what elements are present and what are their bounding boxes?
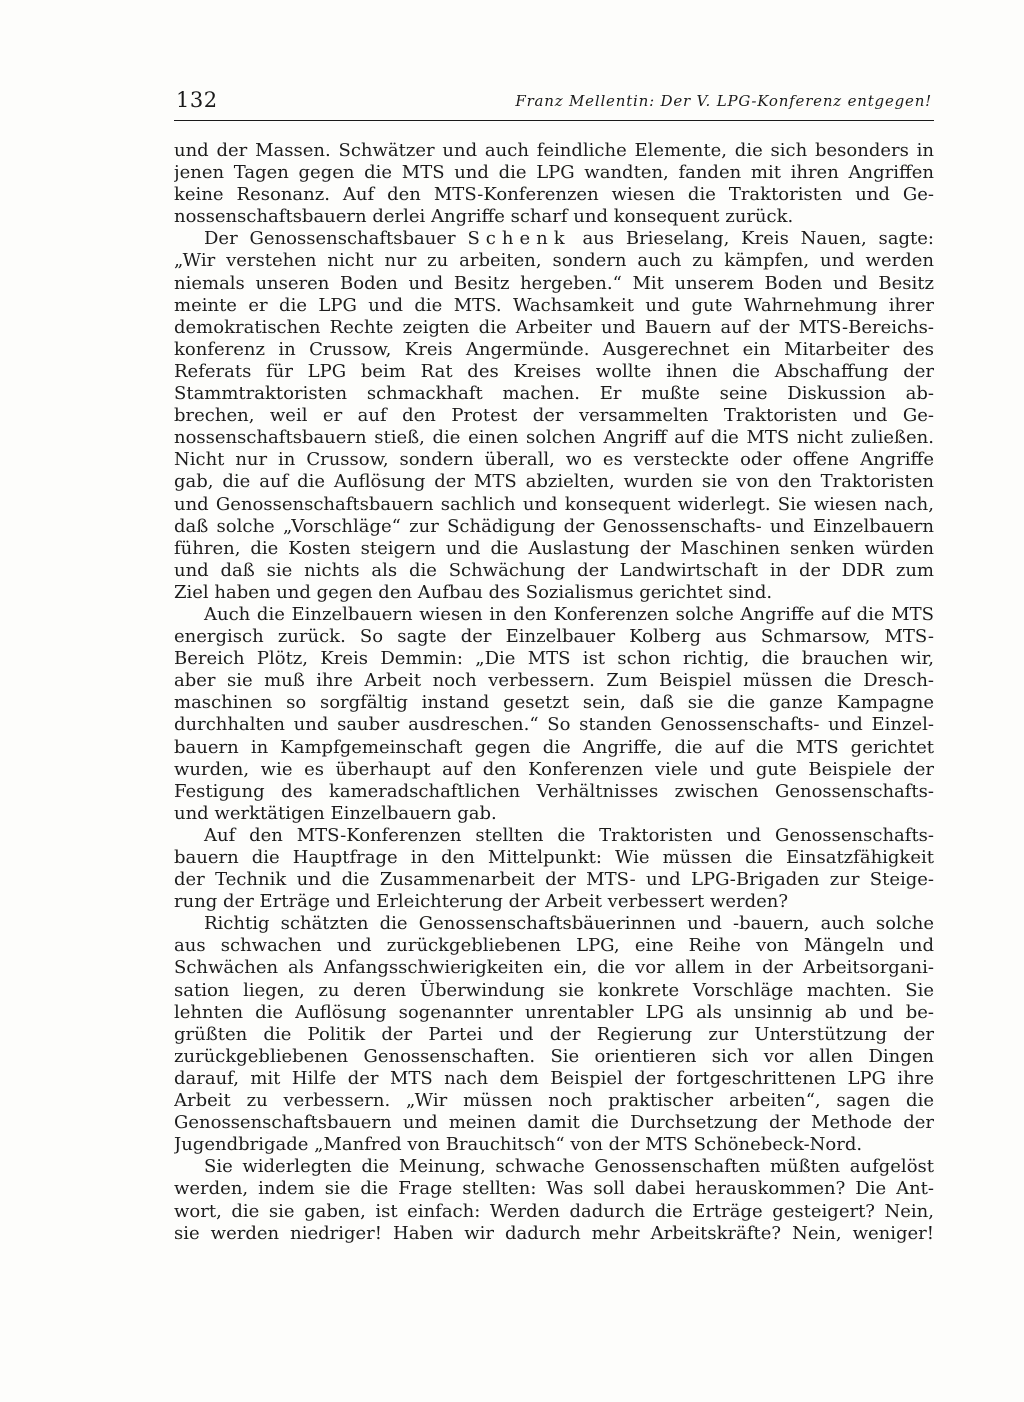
text-line: und der Massen. Schwätzer und auch feindliche Elemente, die sich besonders in bbox=[174, 140, 934, 161]
text-line: Richtig schätzten die Genossenschaftsbäuerinnen und -bauern, auch solche bbox=[204, 913, 934, 935]
text-line: Der Genossenschaftsbauer Schenk aus Brieselang, Kreis Nauen, sagte: bbox=[204, 228, 934, 250]
text-line: Auch die Einzelbauern wiesen in den Konferenzen solche Angriffe auf die MTS bbox=[204, 603, 934, 625]
text-line: gab, die auf die Auflösung der MTS abzielten, wurden sie von den Traktoristen bbox=[174, 471, 934, 493]
text-line: der Technik und die Zusammenarbeit der MTS- und LPG-Brigaden zur Steige- bbox=[174, 869, 934, 891]
text-line: Sie widerlegten die Meinung, schwache Genossenschaften müßten aufgelöst bbox=[204, 1156, 934, 1178]
text-line: energisch zurück. So sagte der Einzelbauer Kolberg aus Schmarsow, MTS- bbox=[174, 626, 934, 648]
text-line: Stammtraktoristen schmackhaft machen. Er mußte seine Diskussion ab- bbox=[174, 383, 934, 405]
text-line: Referats für LPG beim Rat des Kreises wollte ihnen die Abschaffung der bbox=[174, 360, 934, 382]
text-line: nossenschaftsbauern derlei Angriffe scharf und konsequent zurück. bbox=[174, 206, 794, 228]
text-line: Nicht nur in Crussow, sondern überall, wo es versteckte oder offene Angriffe bbox=[174, 449, 934, 471]
text-line: wurden, wie es überhaupt auf den Konferenzen viele und gute Beispiele der bbox=[174, 758, 934, 780]
text-line: Festigung des kameradschaftlichen Verhältnisses zwischen Genossenschafts- bbox=[174, 780, 934, 802]
text-line: führen, die Kosten steigern und die Auslastung der Maschinen senken würden bbox=[174, 537, 934, 559]
text-line: zurückgebliebenen Genossenschaften. Sie orientieren sich vor allen Dingen bbox=[174, 1045, 934, 1067]
text-line: aber sie muß ihre Arbeit noch verbessern. Zum Beispiel müssen die Dresch- bbox=[174, 670, 934, 692]
text-line: und daß sie nichts als die Schwächung der Landwirtschaft in der DDR zum bbox=[174, 559, 934, 581]
text-line: werden, indem sie die Frage stellten: Was soll dabei herauskommen? Die Ant- bbox=[174, 1178, 934, 1200]
text-line: niemals unseren Boden und Besitz hergeben.“ Mit unserem Boden und Besitz bbox=[174, 272, 934, 294]
page-header bbox=[174, 86, 934, 120]
text-line: wort, die sie gaben, ist einfach: Werden dadurch die Erträge gesteigert? Nein, bbox=[174, 1200, 934, 1222]
text-line: Schwächen als Anfangsschwierigkeiten ein, die vor allem in der Arbeitsorgani- bbox=[174, 957, 934, 979]
text-line: grüßten die Politik der Partei und der Regierung zur Unterstützung der bbox=[174, 1023, 934, 1045]
text-line: daß solche „Vorschläge“ zur Schädigung der Genossenschafts- und Einzelbauern bbox=[174, 515, 934, 537]
text-line: durchhalten und sauber ausdreschen.“ So standen Genossenschafts- und Einzel- bbox=[174, 714, 934, 736]
body-text bbox=[174, 140, 934, 1245]
text-line: demokratischen Rechte zeigten die Arbeiter und Bauern auf der MTS-Bereichs- bbox=[174, 316, 934, 338]
text-line: bauern in Kampfgemeinschaft gegen die Angriffe, die auf die MTS gerichtet bbox=[174, 736, 934, 758]
text-line: Bereich Plötz, Kreis Demmin: „Die MTS ist schon richtig, die brauchen wir, bbox=[174, 648, 934, 670]
text-line: maschinen so sorgfältig instand gesetzt sein, daß sie die ganze Kampagne bbox=[174, 692, 934, 714]
text-line: Ziel haben und gegen den Aufbau des Sozialismus gerichtet sind. bbox=[174, 581, 773, 603]
text-line: „Wir verstehen nicht nur zu arbeiten, sondern auch zu kämpfen, und werden bbox=[174, 250, 934, 272]
text-line: Genossenschaftsbauern und meinen damit die Durchsetzung der Methode der bbox=[174, 1112, 934, 1134]
text-line: brechen, weil er auf den Protest der versammelten Traktoristen und Ge- bbox=[174, 405, 934, 427]
text-line: sation liegen, zu deren Überwindung sie konkrete Vorschläge machten. Sie bbox=[174, 979, 934, 1001]
text-line: und Genossenschaftsbauern sachlich und konsequent widerlegt. Sie wiesen nach, bbox=[174, 493, 934, 515]
text-line: nossenschaftsbauern stieß, die einen solchen Angriff auf die MTS nicht zuließen. bbox=[174, 427, 934, 449]
text-line: jenen Tagen gegen die MTS und die LPG wandten, fanden mit ihren Angriffen bbox=[174, 162, 934, 184]
text-line: und werktätigen Einzelbauern gab. bbox=[174, 802, 497, 824]
text-line: lehnten die Auflösung sogenannter unrentabler LPG als unsinnig ab und be- bbox=[174, 1001, 934, 1023]
text-line: Jugendbrigade „Manfred von Brauchitsch“ von der MTS Schönebeck-Nord. bbox=[174, 1134, 863, 1156]
text-line: keine Resonanz. Auf den MTS-Konferenzen wiesen die Traktoristen und Ge- bbox=[174, 184, 934, 206]
text-line: aus schwachen und zurückgebliebenen LPG, eine Reihe von Mängeln und bbox=[174, 935, 934, 957]
emphasized-name: Schenk bbox=[467, 228, 571, 250]
text-line: bauern die Hauptfrage in den Mittelpunkt: Wie müssen die Einsatzfähigkeit bbox=[174, 847, 934, 868]
text-line: darauf, mit Hilfe der MTS nach dem Beispiel der fortgeschrittenen LPG ihre bbox=[174, 1067, 934, 1089]
running-title: Franz Mellentin: Der V. LPG-Konferenz entgegen! bbox=[515, 92, 932, 110]
text-line: meinte er die LPG und die MTS. Wachsamkeit und gute Wahrnehmung ihrer bbox=[174, 294, 934, 316]
header-rule bbox=[174, 120, 934, 121]
page-number: 132 bbox=[176, 88, 218, 112]
text-line: rung der Erträge und Erleichterung der Arbeit verbessert werden? bbox=[174, 891, 789, 913]
text-line: Auf den MTS-Konferenzen stellten die Traktoristen und Genossenschafts- bbox=[204, 824, 934, 846]
text-line: sie werden niedriger! Haben wir dadurch mehr Arbeitskräfte? Nein, weniger! bbox=[174, 1222, 934, 1244]
text-line: konferenz in Crussow, Kreis Angermünde. Ausgerechnet ein Mitarbeiter des bbox=[174, 338, 934, 360]
text-line: Arbeit zu verbessern. „Wir müssen noch praktischer arbeiten“, sagen die bbox=[174, 1090, 934, 1112]
